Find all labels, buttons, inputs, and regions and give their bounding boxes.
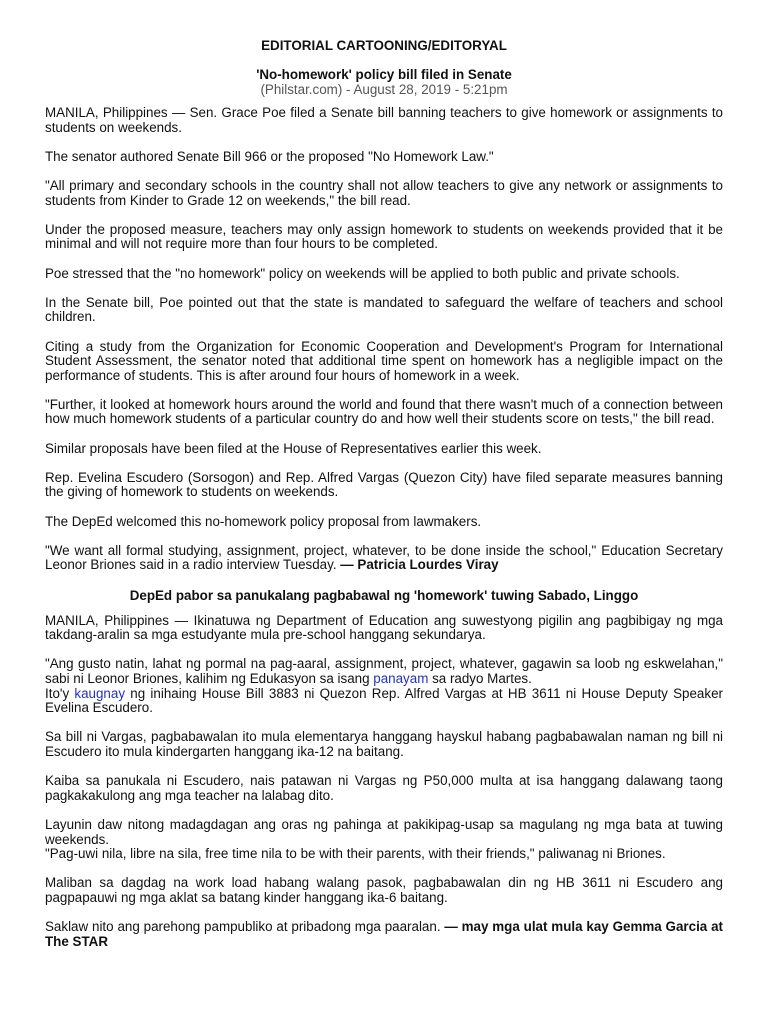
paragraph-fil-3-text: ng inihaing House Bill 3883 ni Quezon Rep. Alfred Vargas at HB 3611 ni House Deputy Speaker Evelina Escudero. (45, 685, 723, 716)
section-heading: EDITORIAL CARTOONING/EDITORYAL (261, 38, 507, 53)
paragraph-en-6: In the Senate bill, Poe pointed out that the state is mandated to safeguard the welfare of teachers and school children. (45, 294, 723, 325)
paragraph-en-4: Under the proposed measure, teachers may only assign homework to students on weekends provided that it be minimal and will not require more than four hours to be completed. (45, 221, 723, 252)
paragraph-fil-9-text: Saklaw nito ang parehong pampubliko at pribadong mga paaralan. (45, 919, 441, 935)
paragraph-en-1: MANILA, Philippines — Sen. Grace Poe filed a Senate bill banning teachers to give homework or assignments to students on weekends. (45, 105, 723, 135)
paragraph-fil-7: "Pag-uwi nila, libre na sila, free time nila to be with their parents, with their friends," paliwanag ni Briones. (45, 846, 666, 862)
paragraph-en-9: Similar proposals have been filed at the House of Representatives earlier this week. (45, 440, 542, 456)
paragraph-fil-2-end: sa radyo Martes. (428, 670, 532, 686)
paragraph-en-10: Rep. Evelina Escudero (Sorsogon) and Rep. Alfred Vargas (Quezon City) have filed separate measures banning the giving of homework to students on weekends. (45, 469, 723, 500)
kaugnay-link[interactable]: kaugnay (74, 685, 126, 701)
paragraph-en-2: The senator authored Senate Bill 966 or the proposed "No Homework Law." (45, 148, 494, 164)
author-credit: — Patricia Lourdes Viray (340, 557, 499, 573)
paragraph-en-11: The DepEd welcomed this no-homework policy proposal from lawmakers. (45, 513, 482, 529)
paragraph-fil-5: Kaiba sa panukala ni Escudero, nais patawan ni Vargas ng P50,000 multa at isa hanggang dalawang taong pagkakakulong ang mga teacher na lalabag dito. (45, 773, 723, 803)
report-credit: — may mga ulat mula kay Gemma Garcia at The STAR (45, 919, 723, 949)
paragraph-fil-6: Layunin daw nitong madagdagan ang oras ng pahinga at pakikipag-usap sa magulang ng mga bata at tuwing weekends. (45, 816, 723, 847)
article-byline: (Philstar.com) - August 28, 2019 - 5:21pm (260, 82, 508, 97)
filipino-article-title: DepEd pabor sa panukalang pagbabawal ng 'homework' tuwing Sabado, Linggo (129, 587, 639, 603)
article-title: 'No-homework' policy bill filed in Senate (256, 67, 512, 82)
panayam-link[interactable]: panayam (373, 670, 429, 686)
paragraph-en-7: Citing a study from the Organization for Economic Cooperation and Development's Program for International Student Assessment, the senator noted that additional time spent on homework has a negligible impact on the performance of students. This is after around four hours of homework in a week. (45, 338, 723, 383)
paragraph-en-5: Poe stressed that the "no homework" policy on weekends will be applied to both public and private schools. (45, 265, 680, 281)
paragraph-fil-8: Maliban sa dagdag na work load habang walang pasok, pagbabawalan din ng HB 3611 ni Escudero ang pagpapauwi ng mga aklat sa batang kinder hanggang ika-6 baitang. (45, 875, 723, 905)
paragraph-en-3: "All primary and secondary schools in the country shall not allow teachers to give any network or assignments to students from Kinder to Grade 12 on weekends," the bill read. (45, 177, 723, 208)
paragraph-en-12 (45, 544, 723, 573)
paragraph-fil-9 (45, 920, 723, 949)
paragraph-fil-1: MANILA, Philippines — Ikinatuwa ng Department of Education ang suwestyong pigilin ang pagbibigay ng mga takdang-aralin sa mga estudyante mula pre-school hanggang sekundarya. (45, 612, 723, 643)
paragraph-fil-3-start: Ito'y (45, 685, 75, 701)
quote-text: "We want all formal studying, assignment, project, whatever, to be done inside the school," Education Secretary Leonor Briones said in a radio interview Tuesday. (45, 542, 723, 573)
paragraph-fil-2 (45, 657, 723, 686)
paragraph-en-8: "Further, it looked at homework hours around the world and found that there wasn't much of a connection between how much homework students of a particular country do and how well their students score on tests," the bill read. (45, 396, 723, 427)
paragraph-fil-2-text: "Ang gusto natin, lahat ng pormal na pag-aaral, assignment, project, whatever, gagawin sa loob ng eskwelahan," sabi ni Leonor Briones, kalihim ng Edukasyon sa isang (45, 656, 723, 686)
paragraph-fil-4: Sa bill ni Vargas, pagbabawalan ito mula elementarya hanggang hayskul habang pagbabawalan naman ng bill ni Escudero ito mula kindergarten hanggang ika-12 na baitang. (45, 729, 723, 759)
paragraph-fil-3 (45, 687, 723, 716)
